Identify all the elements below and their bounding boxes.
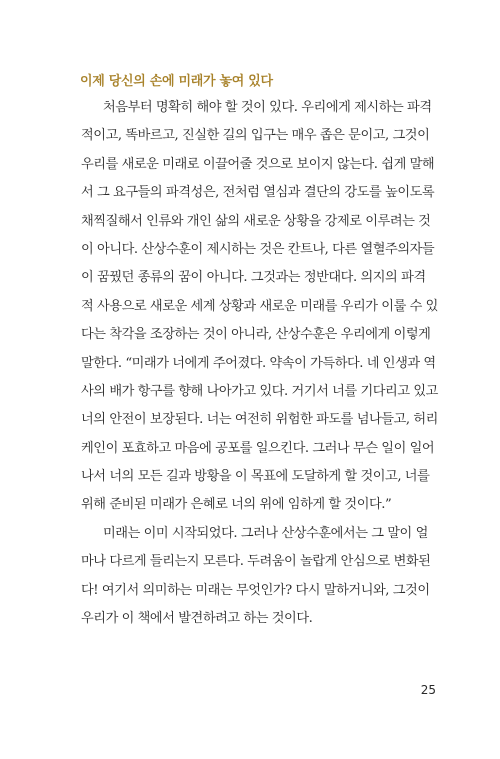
text-line: 서 그 요구들의 파격성은, 전처럼 열심과 결단의 강도를 높이도록 bbox=[81, 185, 435, 201]
text-line: 다는 착각을 조장하는 것이 아니라, 산상수훈은 우리에게 이렇게 bbox=[81, 327, 431, 343]
section-heading: 이제 당신의 손에 미래가 놓여 있다 bbox=[80, 74, 273, 89]
text-line: 우리를 새로운 미래로 이끌어줄 것으로 보이지 않는다. 쉽게 말해 bbox=[81, 156, 435, 172]
paragraph-2 bbox=[81, 520, 431, 634]
text-line: 우리가 이 책에서 발견하려고 하는 것이다. bbox=[81, 611, 313, 627]
text-line: 처음부터 명확히 해야 할 것이 있다. 우리에게 제시하는 파격 bbox=[103, 100, 432, 115]
body-text bbox=[81, 94, 438, 633]
text-line: 마나 다르게 들리는지 모른다. 두려움이 놀랍게 안심으로 변화된 bbox=[81, 554, 431, 570]
text-line: 채찍질해서 인류와 개인 삶의 새로운 상황을 강제로 이루려는 것 bbox=[81, 213, 431, 229]
text-line: 이 꿈꿨던 종류의 꿈이 아니다. 그것과는 정반대다. 의지의 파격 bbox=[81, 270, 426, 286]
text-line: 나서 너의 모든 길과 방황을 이 목표에 도달하게 할 것이고, 너를 bbox=[81, 469, 430, 485]
text-line: 위해 준비된 미래가 은혜로 너의 위에 임하게 할 것이다.” bbox=[81, 497, 392, 513]
text-line: 이 아니다. 산상수훈이 제시하는 것은 칸트나, 다른 열혈주의자들 bbox=[81, 241, 435, 257]
paragraph-1 bbox=[81, 94, 438, 520]
text-line: 케인이 포효하고 마음에 공포를 일으킨다. 그러나 무슨 일이 일어 bbox=[81, 440, 435, 456]
text-line: 너의 안전이 보장된다. 너는 여전히 위험한 파도를 넘나들고, 허리 bbox=[81, 412, 438, 428]
page-number: 25 bbox=[420, 683, 436, 697]
text-line: 사의 배가 항구를 향해 나아가고 있다. 거기서 너를 기다리고 있고 bbox=[81, 383, 438, 399]
text-line: 적 사용으로 새로운 세계 상황과 새로운 미래를 우리가 이룰 수 있 bbox=[81, 298, 438, 314]
text-line: 미래는 이미 시작되었다. 그러나 산상수훈에서는 그 말이 얼 bbox=[103, 525, 428, 541]
text-line: 다! 여기서 의미하는 미래는 무엇인가? 다시 말하거니와, 그것이 bbox=[81, 582, 430, 598]
text-line: 적이고, 똑바르고, 진실한 길의 입구는 매우 좁은 문이고, 그것이 bbox=[81, 128, 430, 144]
text-line: 말한다. “미래가 너에게 주어졌다. 약속이 가득하다. 네 인생과 역 bbox=[81, 355, 436, 371]
